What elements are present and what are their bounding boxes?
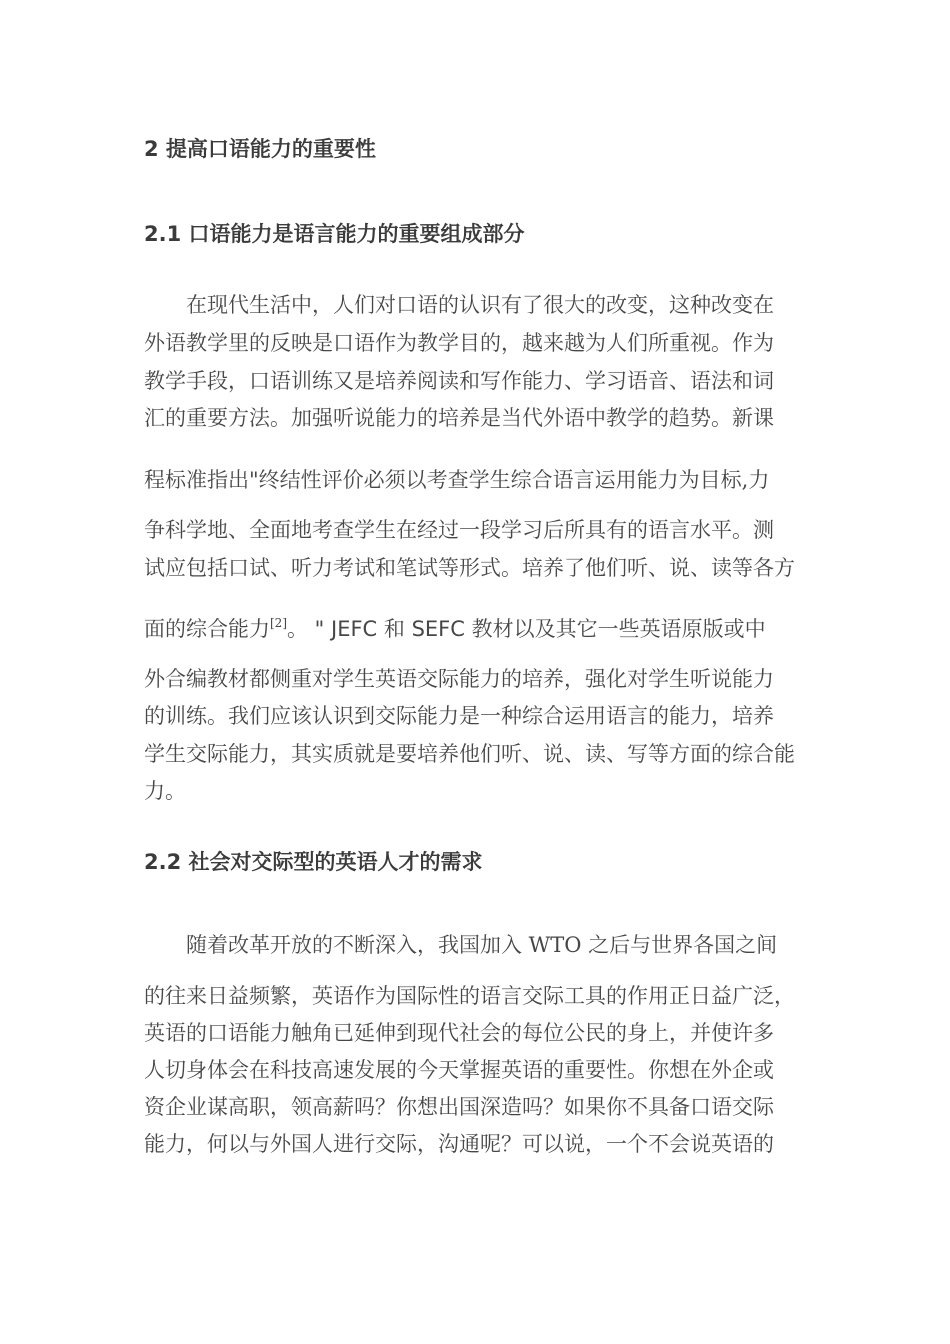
paragraph-line: 外语教学里的反映是口语作为教学目的，越来越为人们所重视。作为 xyxy=(144,331,774,355)
paragraph-line: 的往来日益频繁，英语作为国际性的语言交际工具的作用正日益广泛， xyxy=(144,984,795,1008)
paragraph-line: 争科学地、全面地考查学生在经过一段学习后所具有的语言水平。测 xyxy=(144,518,774,542)
paragraph-line: 外合编教材都侧重对学生英语交际能力的培养，强化对学生听说能力 xyxy=(144,667,774,691)
line-text: 。 " JEFC 和 SEFC 教材以及其它一些英语原版或中 xyxy=(287,617,766,641)
section-2-1-heading: 2.1 口语能力是语言能力的重要组成部分 xyxy=(144,222,525,246)
section-2-heading: 2 提高口语能力的重要性 xyxy=(144,137,376,161)
paragraph-line: 英语的口语能力触角已延伸到现代社会的每位公民的身上，并使许多 xyxy=(144,1021,774,1045)
paragraph-line: 的训练。我们应该认识到交际能力是一种综合运用语言的能力，培养 xyxy=(144,704,774,728)
paragraph-line: 程标准指出"终结性评价必须以考查学生综合语言运用能力为目标,力 xyxy=(144,468,770,492)
line-text: 面的综合能力 xyxy=(144,617,270,641)
paragraph-line: 教学手段，口语训练又是培养阅读和写作能力、学习语音、语法和词 xyxy=(144,369,774,393)
paragraph-line: 能力，何以与外国人进行交际，沟通呢？可以说，一个不会说英语的 xyxy=(144,1132,774,1156)
paragraph-line: 试应包括口试、听力考试和笔试等形式。培养了他们听、说、读等各方 xyxy=(144,556,795,580)
section-2-2-heading: 2.2 社会对交际型的英语人才的需求 xyxy=(144,850,483,874)
paragraph-line: 人切身体会在科技高速发展的今天掌握英语的重要性。你想在外企或 xyxy=(144,1058,774,1082)
paragraph-line: 在现代生活中，人们对口语的认识有了很大的改变，这种改变在 xyxy=(144,293,774,317)
paragraph-line: 力。 xyxy=(144,779,186,803)
paragraph-line-with-citation xyxy=(144,614,766,644)
paragraph-line: 随着改革开放的不断深入，我国加入 WTO 之后与世界各国之间 xyxy=(144,933,778,957)
citation-superscript: [2] xyxy=(270,616,287,630)
paragraph-line: 汇的重要方法。加强听说能力的培养是当代外语中教学的趋势。新课 xyxy=(144,406,774,430)
paragraph-line: 资企业谋高职，领高薪吗？你想出国深造吗？如果你不具备口语交际 xyxy=(144,1095,774,1119)
paragraph-line: 学生交际能力，其实质就是要培养他们听、说、读、写等方面的综合能 xyxy=(144,742,795,766)
